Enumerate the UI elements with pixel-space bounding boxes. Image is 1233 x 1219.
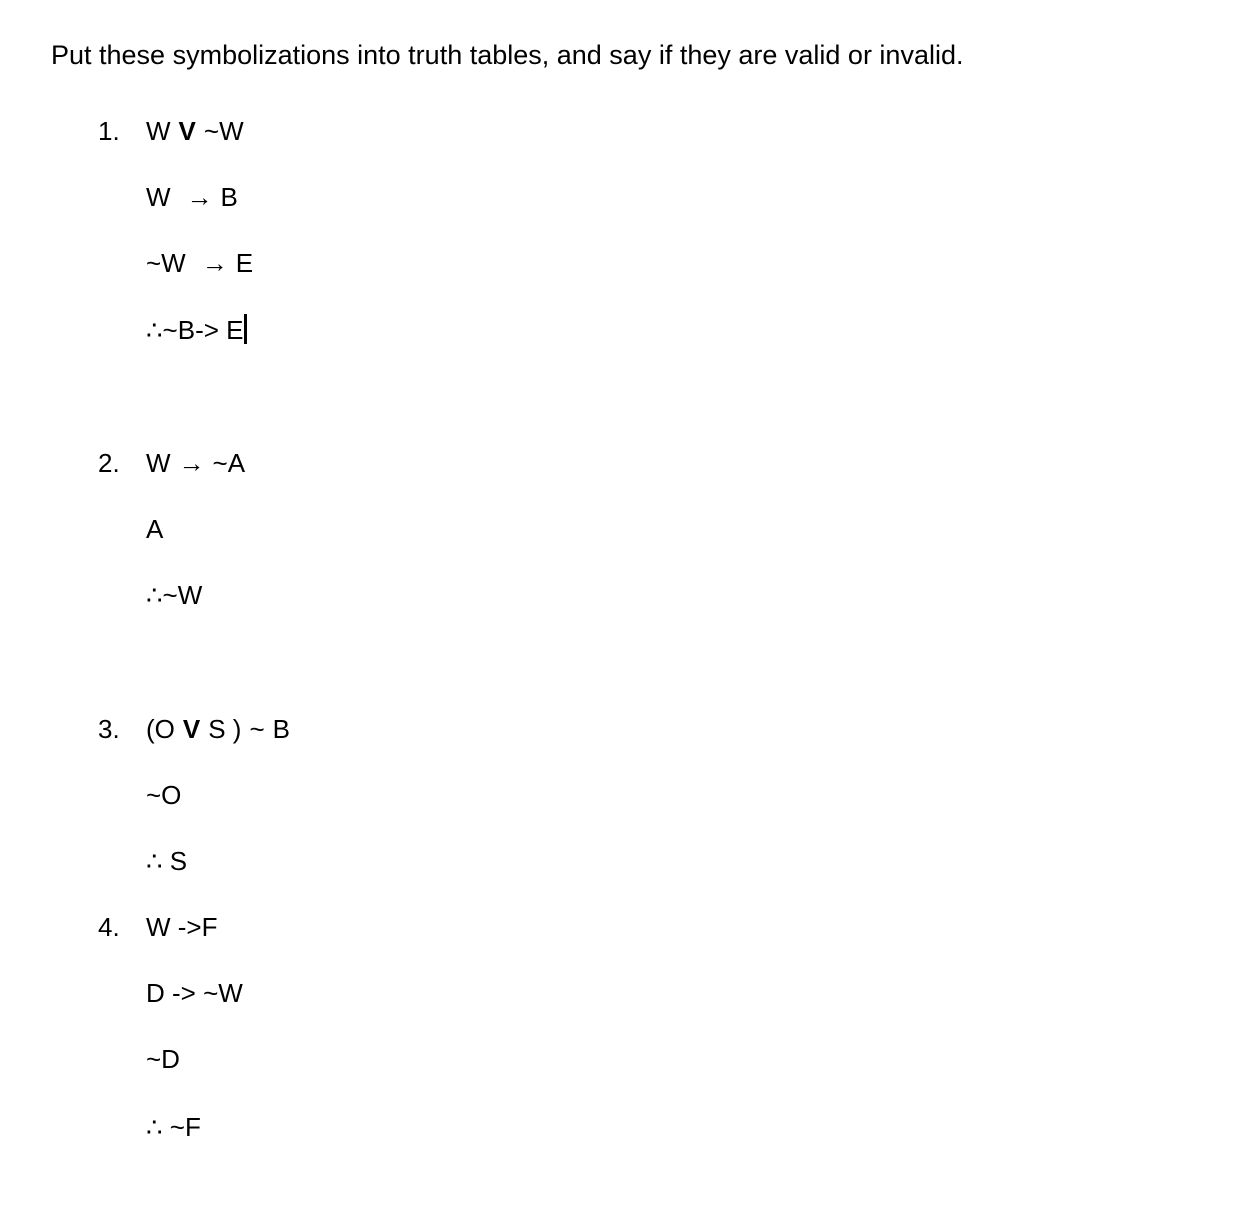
term: (O [146, 714, 175, 744]
problem-4-premise-2: D -> ~W [146, 978, 243, 1008]
problem-1-number: 1. [98, 116, 120, 146]
problem-2-premise-2: A [146, 514, 164, 544]
problem-2-number: 2. [98, 448, 120, 478]
problem-4-conclusion: ∴ ~F [146, 1112, 201, 1142]
term: S ) [208, 714, 242, 744]
problem-3-number: 3. [98, 714, 120, 744]
term: ~W [146, 248, 186, 278]
disjunction-symbol: V [182, 714, 201, 744]
problem-3-premise-2: ~O [146, 780, 182, 810]
term: ~W [203, 116, 244, 146]
tilde-symbol: ~ [249, 714, 265, 744]
instruction-text: Put these symbolizations into truth tables, and say if they are valid or invalid. [51, 40, 964, 70]
conditional-arrow-symbol: → [178, 448, 205, 478]
problem-4-premise-1: W ->F [146, 912, 218, 942]
term: B [272, 714, 290, 744]
problem-4-number: 4. [98, 912, 120, 942]
problem-3-premise-1 [146, 711, 290, 747]
problem-2-conclusion: ∴~W [146, 580, 203, 610]
conditional-arrow-symbol: → [201, 248, 228, 278]
problem-1-conclusion[interactable] [146, 312, 247, 348]
problem-4-premise-3: ~D [146, 1044, 180, 1074]
problem-2-premise-1 [146, 445, 245, 481]
text-cursor [244, 314, 247, 344]
term: W [146, 448, 171, 478]
conditional-arrow-symbol: → [186, 182, 213, 212]
problem-1-premise-1 [146, 113, 244, 149]
conclusion-text: ∴~B-> E [146, 315, 244, 345]
problem-3-conclusion: ∴ S [146, 846, 188, 876]
disjunction-symbol: V [178, 116, 196, 146]
term: W [146, 116, 171, 146]
term: E [235, 248, 254, 278]
term: ~A [212, 448, 246, 478]
problem-1-premise-3 [146, 245, 253, 281]
problem-1-premise-2 [146, 179, 238, 215]
term: B [220, 182, 238, 212]
term: W [146, 182, 171, 212]
